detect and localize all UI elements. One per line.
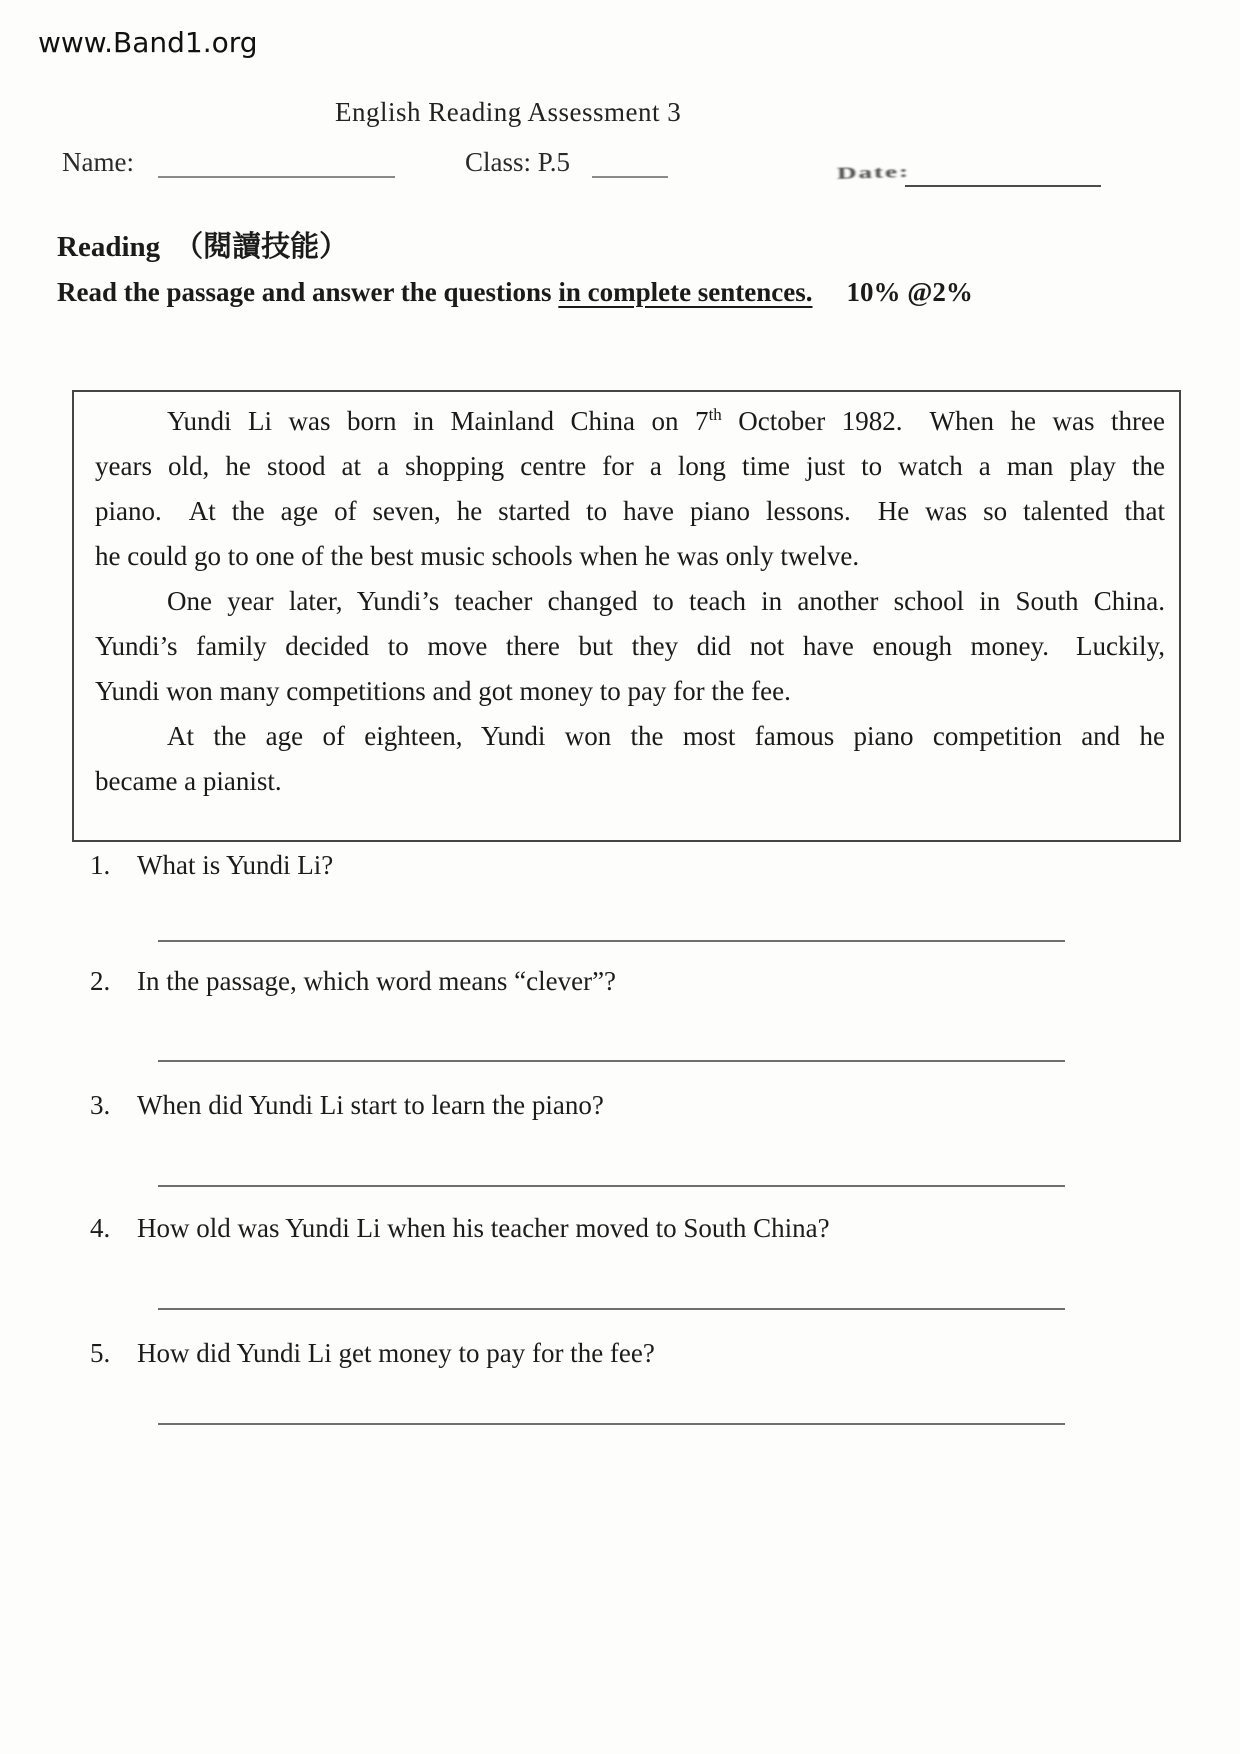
ordinal-superscript: th xyxy=(708,405,722,424)
question-2-number: 2. xyxy=(90,966,111,996)
answer-line-1 xyxy=(158,940,1065,942)
answer-line-4 xyxy=(158,1308,1065,1310)
passage-line-1-part1: Yundi Li was born in Mainland China on 7 xyxy=(167,406,709,436)
question-1-text: What is Yundi Li? xyxy=(137,850,334,880)
question-3-number: 3. xyxy=(90,1090,111,1120)
page-title: English Reading Assessment 3 xyxy=(335,97,682,127)
instruction-underlined-text: in complete sentences. xyxy=(558,277,813,307)
passage-line-7: Yundi won many competitions and got money to pay for the fee. xyxy=(95,676,791,706)
passage-line-1 xyxy=(95,399,1165,444)
site-watermark: www.Band1.org xyxy=(38,26,258,59)
passage-line-3: piano. At the age of seven, he started to have piano lessons. He was so talented that xyxy=(95,496,1165,526)
reading-heading-en: Reading xyxy=(57,231,161,263)
name-blank-line xyxy=(158,176,395,178)
instruction-text: Read the passage and answer the questions xyxy=(57,277,559,307)
question-1-number: 1. xyxy=(90,850,111,880)
passage-line-2: years old, he stood at a shopping centre for a long time just to watch a man play the xyxy=(95,451,1165,481)
answer-line-2 xyxy=(158,1060,1065,1062)
question-3-text: When did Yundi Li start to learn the piano? xyxy=(137,1090,604,1120)
question-5-text: How did Yundi Li get money to pay for the fee? xyxy=(137,1338,655,1368)
passage-line-5: One year later, Yundi’s teacher changed to teach in another school in South China. xyxy=(167,586,1165,616)
name-label: Name: xyxy=(62,147,134,177)
class-blank-line xyxy=(592,176,668,178)
answer-line-5 xyxy=(158,1423,1065,1425)
question-5-number: 5. xyxy=(90,1338,111,1368)
question-2-text: In the passage, which word means “clever”? xyxy=(137,966,617,996)
instruction-line xyxy=(57,277,973,308)
question-4-text: How old was Yundi Li when his teacher moved to South China? xyxy=(137,1213,830,1243)
question-4-number: 4. xyxy=(90,1213,111,1243)
class-label: Class: P.5 xyxy=(465,147,571,177)
passage-line-4: he could go to one of the best music schools when he was only twelve. xyxy=(95,541,860,571)
reading-passage-box xyxy=(72,390,1181,842)
reading-section-heading xyxy=(57,224,348,265)
passage-line-9: became a pianist. xyxy=(95,766,282,796)
passage-line-1-part2: October 1982. When he was three xyxy=(721,406,1165,436)
marks-allocation: 10% @2% xyxy=(846,277,973,307)
date-label: Date: xyxy=(836,161,911,183)
passage-line-6: Yundi’s family decided to move there but they did not have enough money. Luckily, xyxy=(95,631,1165,661)
date-blank-line xyxy=(905,185,1101,187)
reading-heading-zh: （閱讀技能） xyxy=(174,231,349,263)
answer-line-3 xyxy=(158,1185,1065,1187)
passage-line-8: At the age of eighteen, Yundi won the most famous piano competition and he xyxy=(167,721,1165,751)
